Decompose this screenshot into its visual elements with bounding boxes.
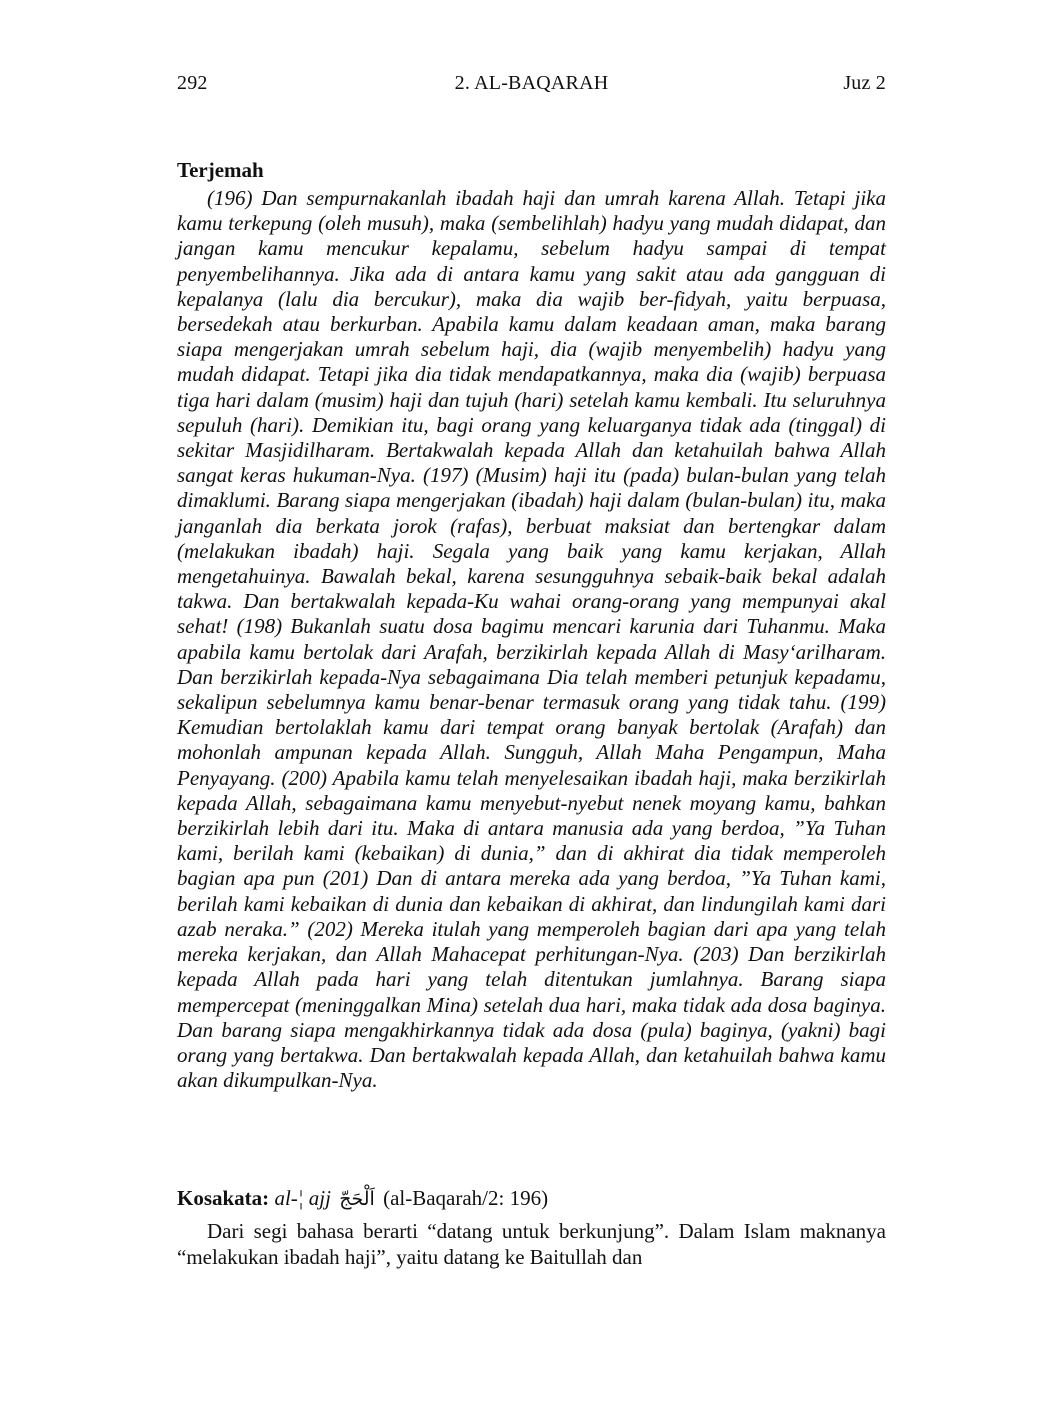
translation-paragraph: (196) Dan sempurnakanlah ibadah haji dan umrah karena Allah. Tetapi jika kamu terkepung (oleh musuh), maka (sembelihlah) hadyu yang mudah didapat, dan jangan kamu mencukur kepalamu, sebelum hadyu sampai di tempat penyembelihannya. Jika ada di antara kamu yang sakit atau ada gangguan di kepalanya (lalu dia bercukur), maka dia wajib ber-fidyah, yaitu berpuasa, bersedekah atau berkurban. Apabila kamu dalam keadaan aman, maka barang siapa mengerjakan umrah sebelum haji, dia (wajib menyembelih) hadyu yang mudah didapat. Tetapi jika dia tidak mendapatkannya, maka dia (wajib) berpuasa tiga hari dalam (musim) haji dan tujuh (hari) setelah kamu kembali. Itu seluruhnya sepuluh (hari). Demikian itu, bagi orang yang keluarganya tidak ada (tinggal) di sekitar Masjidilharam. Bertakwalah kepada Allah dan ketahuilah bahwa Allah sangat keras hukuman-Nya. (197) (Musim) haji itu (pada) bulan-bulan yang telah dimaklumi. Barang siapa mengerjakan (ibadah) haji dalam (bulan-bulan) itu, maka janganlah dia berkata jorok (rafas), berbuat maksiat dan bertengkar dalam (melakukan ibadah) haji. Segala yang baik yang kamu kerjakan, Allah mengetahuinya. Bawalah bekal, karena sesungguhnya sebaik-baik bekal adalah takwa. Dan bertakwalah kepada-Ku wahai orang-orang yang mempunyai akal sehat! (198) Bukanlah suatu dosa bagimu mencari karunia dari Tuhanmu. Maka apabila kamu bertolak dari Arafah, berzikirlah kepada Allah di Masy‘arilharam. Dan berzikirlah kepada-Nya sebagaimana Dia telah memberi petunjuk kepadamu, sekalipun sebelumnya kamu benar-benar termasuk orang yang tidak tahu. (199) Kemudian bertolaklah kamu dari tempat orang banyak bertolak (Arafah) dan mohonlah ampunan kepada Allah. Sungguh, Allah Maha Pengampun, Maha Penyayang. (200) Apabila kamu telah menyelesaikan ibadah haji, maka berzikirlah kepada Allah, sebagaimana kamu menyebut-nyebut nenek moyang kamu, bahkan berzikirlah lebih dari itu. Maka di antara manusia ada yang berdoa, ”Ya Tuhan kami, berilah kami (kebaikan) di dunia,” dan di akhirat dia tidak memperoleh bagian apa pun (201) Dan di antara mereka ada yang berdoa, ”Ya Tuhan kami, berilah kami kebaikan di dunia dan kebaikan di akhirat, dan lindungilah kami dari azab neraka.” (202) Mereka itulah yang memperoleh bagian dari apa yang telah mereka kerjakan, dan Allah Mahacepat perhitungan-Nya. (203) Dan berzikirlah kepada Allah pada hari yang telah ditentukan jumlahnya. Barang siapa mempercepat (meninggalkan Mina) setelah dua hari, maka tidak ada dosa baginya. Dan barang siapa mengakhirkannya tidak ada dosa (pula) baginya, (yakni) bagi orang yang bertakwa. Dan bertakwalah kepada Allah, dan ketahuilah bahwa kamu akan dikumpulkan-Nya. [177, 186, 886, 1093]
chapter-title: 2. AL-BAQARAH [454, 72, 609, 94]
page-number: 292 [177, 72, 208, 94]
kosakata-label: Kosakata: [177, 1186, 270, 1210]
explanation-paragraph: Dari segi bahasa berarti “datang untuk berkunjung”. Dalam Islam maknanya “melakukan ibadah haji”, yaitu datang ke Baitullah dan [177, 1219, 886, 1269]
section-title: Terjemah [177, 158, 264, 182]
page-header [177, 72, 886, 95]
kosakata-term: al-¦ ajj [274, 1186, 331, 1210]
juz-label: Juz 2 [843, 72, 886, 94]
kosakata-reference: (al-Baqarah/2: 196) [383, 1186, 549, 1210]
kosakata-heading [177, 1186, 548, 1211]
kosakata-arabic: اَلْحَجّ [339, 1188, 375, 1210]
